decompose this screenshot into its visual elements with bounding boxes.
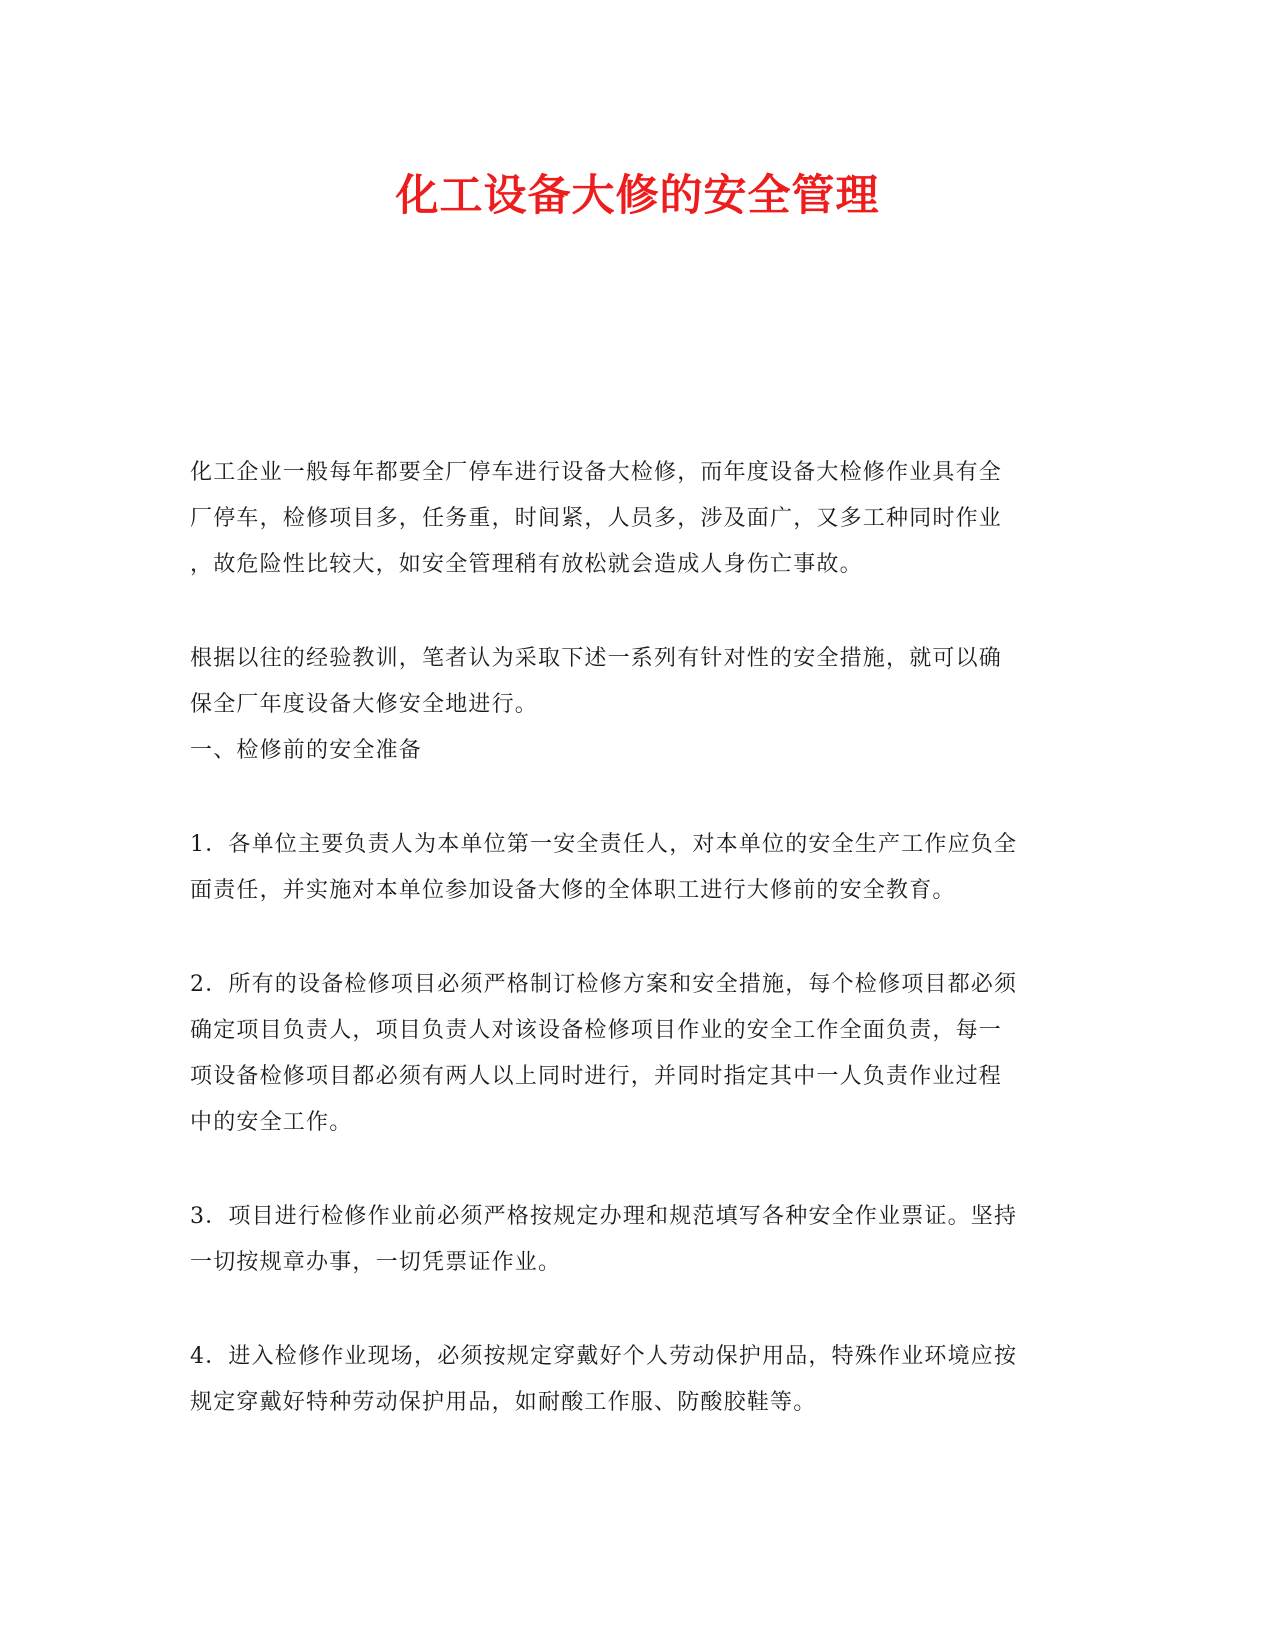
text-line: 规定穿戴好特种劳动保护用品，如耐酸工作服、防酸胶鞋等。 [190,1390,817,1415]
section-heading: 一、检修前的安全准备 [190,738,423,763]
text-line: 一切按规章办事，一切凭票证作业。 [190,1250,562,1275]
text-line: 厂停车，检修项目多，任务重，时间紧，人员多，涉及面广，又多工种同时作业 [190,506,1003,531]
text-line: 3．项目进行检修作业前必须严格按规定办理和规范填写各种安全作业票证。坚持 [190,1204,1018,1229]
text-line: ，故危险性比较大，如安全管理稍有放松就会造成人身伤亡事故。 [190,552,863,577]
text-line: 保全厂年度设备大修安全地进行。 [190,692,539,717]
text-line: 2．所有的设备检修项目必须严格制订检修方案和安全措施，每个检修项目都必须 [190,972,1018,997]
text-line: 面责任，并实施对本单位参加设备大修的全体职工进行大修前的安全教育。 [190,878,956,903]
text-line: 1．各单位主要负责人为本单位第一安全责任人，对本单位的安全生产工作应负全 [190,832,1018,857]
text-line: 根据以往的经验教训，笔者认为采取下述一系列有针对性的安全措施，就可以确 [190,646,1003,671]
document-title: 化工设备大修的安全管理 [395,171,880,221]
text-line: 4．进入检修作业现场，必须按规定穿戴好个人劳动保护用品，特殊作业环境应按 [190,1344,1018,1369]
text-line: 化工企业一般每年都要全厂停车进行设备大检修，而年度设备大检修作业具有全 [190,460,1003,485]
text-line: 项设备检修项目都必须有两人以上同时进行，并同时指定其中一人负责作业过程 [190,1064,1003,1089]
text-line: 确定项目负责人，项目负责人对该设备检修项目作业的安全工作全面负责，每一 [190,1018,1003,1043]
text-line: 中的安全工作。 [190,1110,353,1135]
